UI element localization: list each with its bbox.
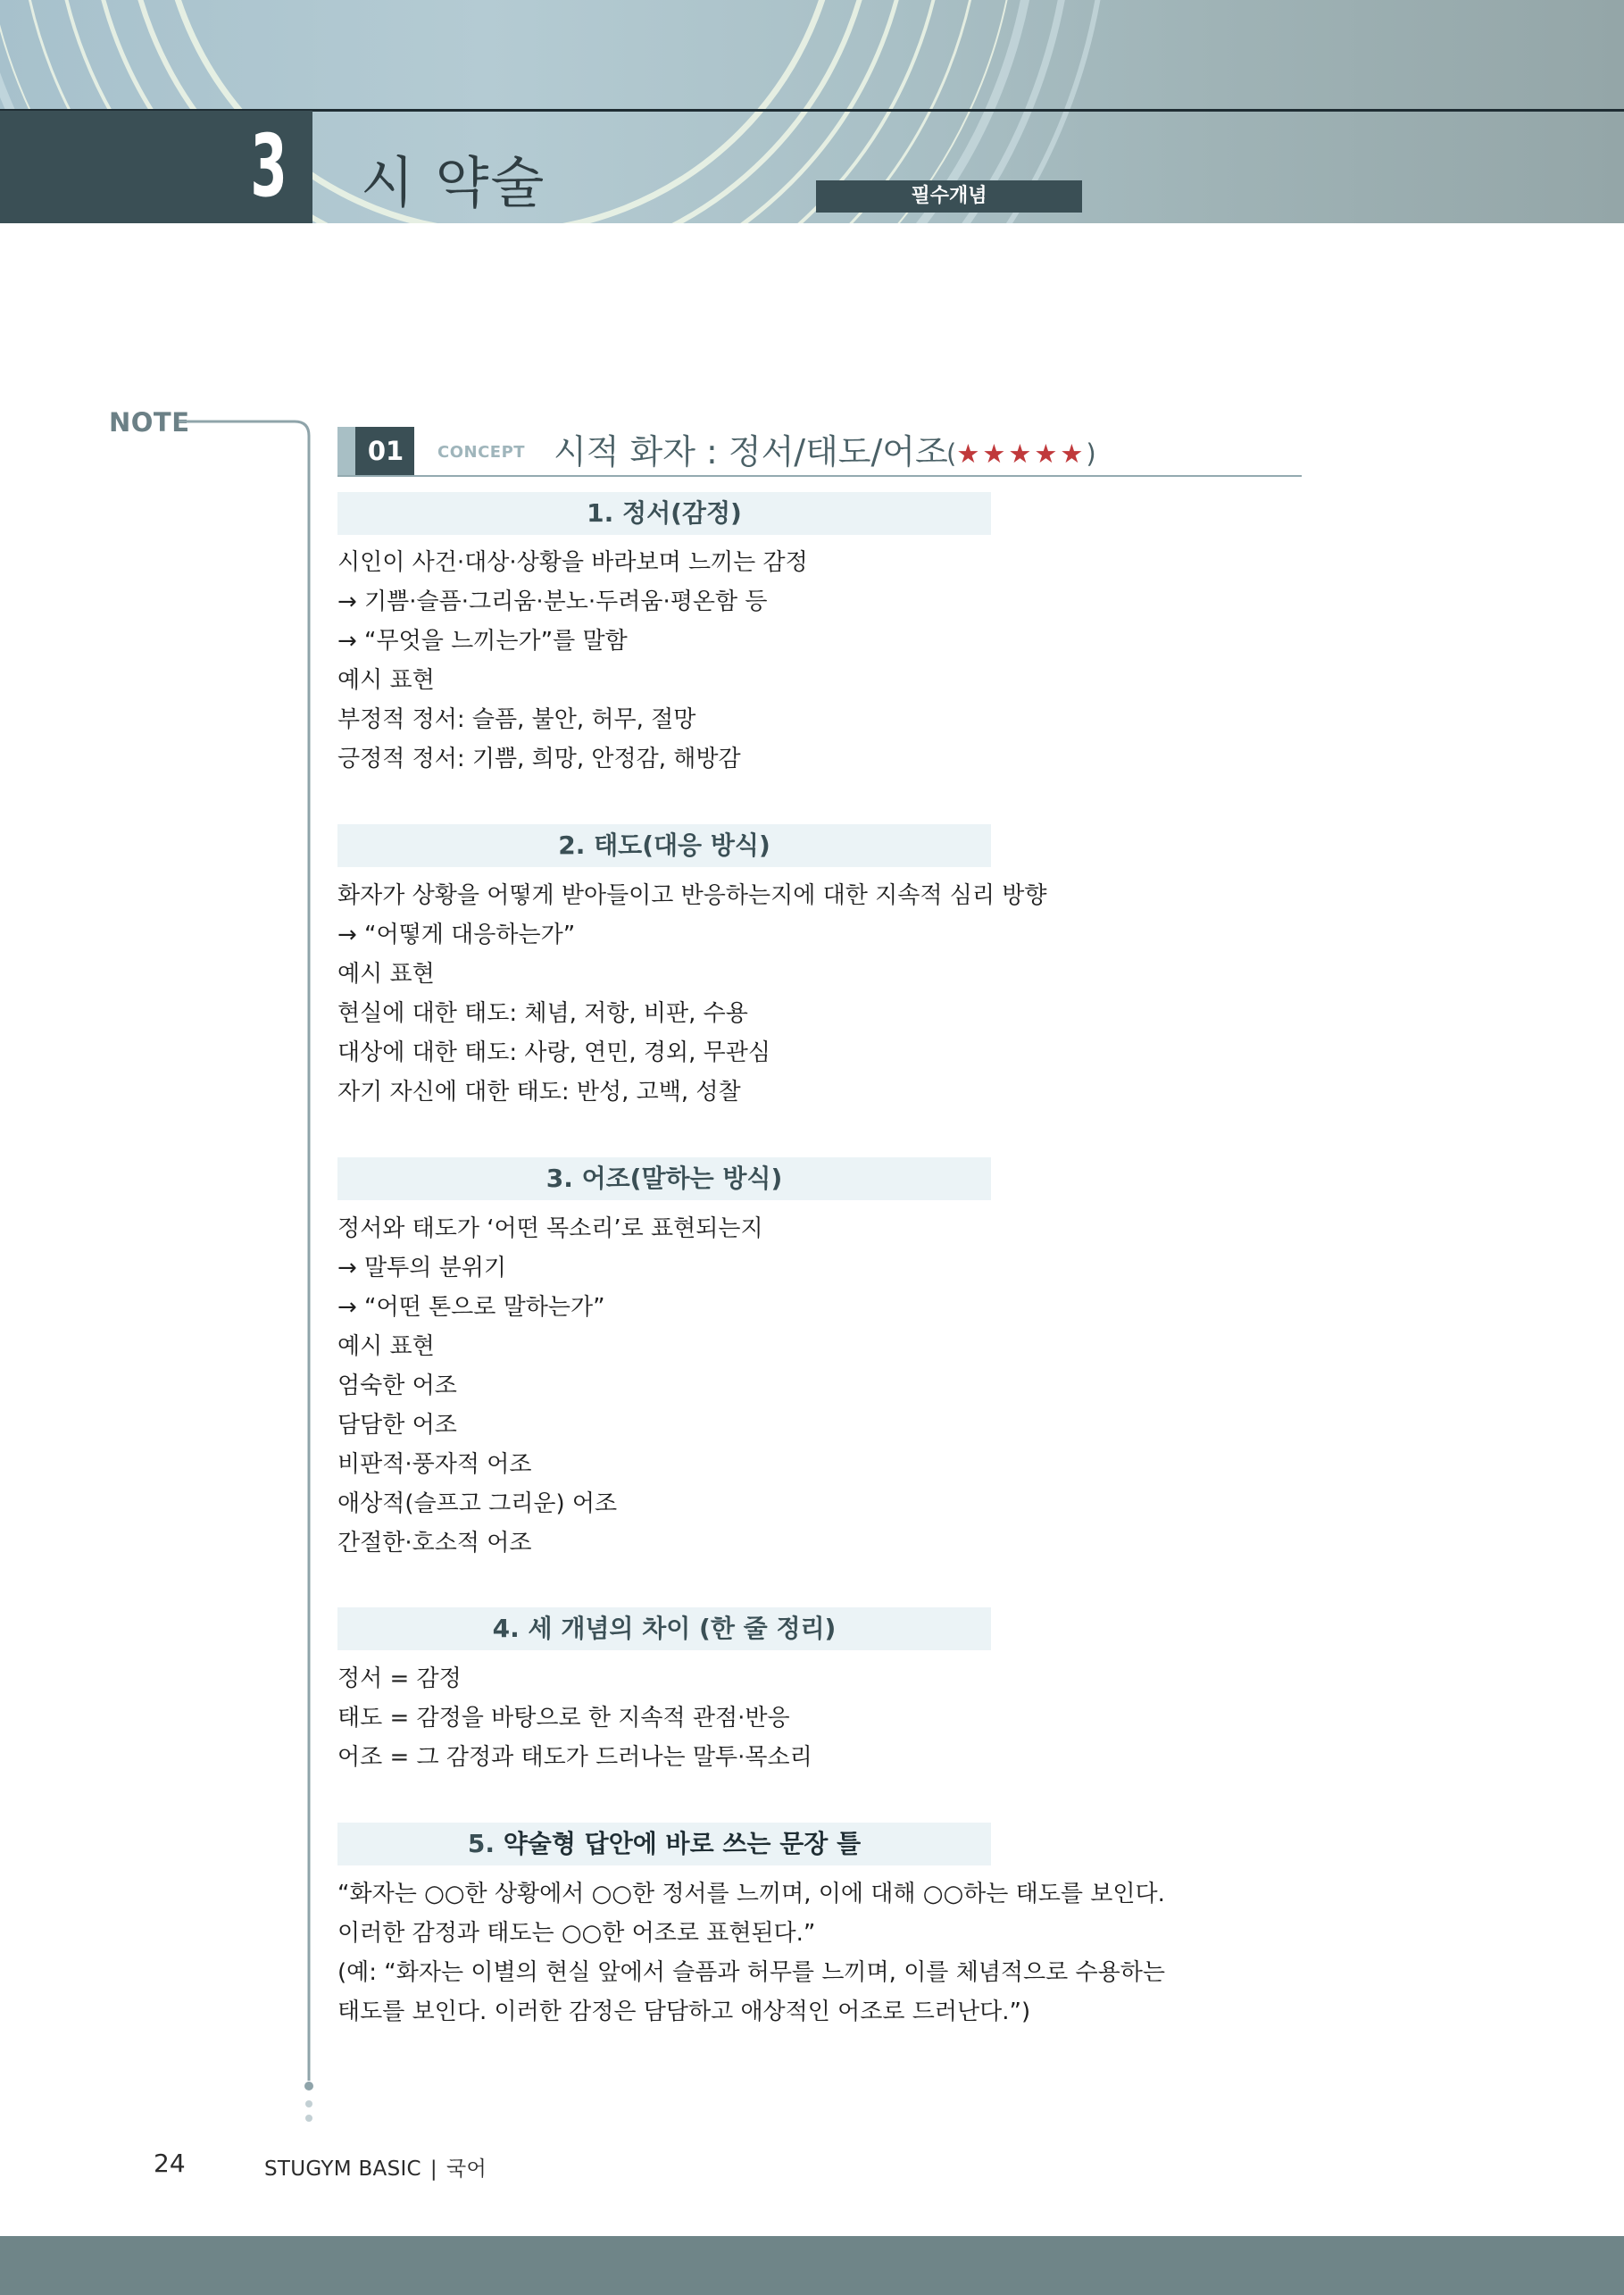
body-line: 예시 표현: [337, 667, 435, 694]
body-line: 예시 표현: [337, 1333, 435, 1360]
body-line: → “어떤 톤으로 말하는가”: [337, 1294, 605, 1321]
section-heading-text: 약술형 답안에 바로 쓰는 문장 틀: [503, 1829, 862, 1858]
body-line: 비판적·풍자적 어조: [337, 1451, 532, 1478]
concept-underline: [337, 475, 1302, 477]
note-label: NOTE: [109, 407, 190, 438]
section-heading: 3. 어조(말하는 방식): [337, 1157, 991, 1200]
concept-tab-accent: [337, 427, 355, 476]
body-line: 담담한 어조: [337, 1412, 457, 1439]
concept-number: 01: [367, 436, 404, 466]
section-heading: [337, 1823, 991, 1865]
body-line: 자기 자신에 대한 태도: 반성, 고백, 성찰: [337, 1079, 741, 1106]
body-line: 화자가 상황을 어떻게 받아들이고 반응하는지에 대한 지속적 심리 방향: [337, 882, 1047, 909]
footer-brand-name: STUGYM BASIC: [264, 2157, 421, 2181]
body-line: 태도를 보인다. 이러한 감정은 담담하고 애상적인 어조로 드러난다.”): [337, 1999, 1031, 2025]
bottom-bar: [0, 2236, 1624, 2295]
importance-rating: [946, 434, 1096, 473]
body-line: 정서와 태도가 ‘어떤 목소리’로 표현되는지: [337, 1215, 763, 1242]
chapter-number: 3: [250, 116, 287, 216]
body-line: 애상적(슬프고 그리운) 어조: [337, 1490, 618, 1517]
body-line: 이러한 감정과 태도는 ○○한 어조로 표현된다.”: [337, 1920, 816, 1947]
section-heading: 1. 정서(감정): [337, 492, 991, 535]
body-line: 엄숙한 어조: [337, 1373, 457, 1399]
rating-close-paren: ): [1086, 438, 1096, 469]
body-line: (예: “화자는 이별의 현실 앞에서 슬픔과 허무를 느끼며, 이를 체념적으로 수용하는: [337, 1959, 1165, 1986]
body-line: 현실에 대한 태도: 체념, 저항, 비판, 수용: [337, 1000, 748, 1027]
body-line: → 기쁨·슬픔·그리움·분노·두려움·평온함 등: [337, 588, 768, 615]
body-line: 예시 표현: [337, 961, 435, 988]
concept-title: 시적 화자 : 정서/태도/어조: [554, 432, 948, 472]
concept-keyword: CONCEPT: [437, 443, 526, 462]
section-heading: 2. 태도(대응 방식): [337, 824, 991, 867]
rating-open-paren: (: [946, 438, 957, 469]
body-line: 부정적 정서: 슬픔, 불안, 허무, 절망: [337, 706, 696, 733]
body-line: 어조 = 그 감정과 태도가 드러나는 말투·목소리: [337, 1744, 812, 1771]
footer-brand: [264, 2152, 487, 2182]
body-line: 시인이 사건·대상·상황을 바라보며 느끼는 감정: [337, 549, 808, 576]
footer-separator: |: [429, 2157, 437, 2181]
essential-concept-badge: 필수개념: [816, 180, 1082, 213]
chapter-title: 시 약술: [361, 150, 546, 215]
section-heading: 4. 세 개념의 차이 (한 줄 정리): [337, 1607, 991, 1650]
body-line: 태도 = 감정을 바탕으로 한 지속적 관점·반응: [337, 1705, 790, 1732]
star-icons: ★★★★★: [956, 438, 1087, 469]
body-line: → “무엇을 느끼는가”를 말함: [337, 628, 628, 655]
body-line: “화자는 ○○한 상황에서 ○○한 정서를 느끼며, 이에 대해 ○○하는 태도를 보인다.: [337, 1881, 1165, 1907]
body-line: → 말투의 분위기: [337, 1255, 507, 1281]
body-line: 대상에 대한 태도: 사랑, 연민, 경외, 무관심: [337, 1039, 770, 1066]
body-line: 간절한·호소적 어조: [337, 1530, 532, 1556]
footer-subject: 국어: [446, 2157, 487, 2181]
section-heading-number: 5.: [467, 1829, 495, 1858]
body-line: 긍정적 정서: 기쁨, 희망, 안정감, 해방감: [337, 746, 741, 772]
body-line: 정서 = 감정: [337, 1665, 462, 1692]
body-line: → “어떻게 대응하는가”: [337, 922, 576, 948]
page-number: 24: [154, 2149, 186, 2178]
